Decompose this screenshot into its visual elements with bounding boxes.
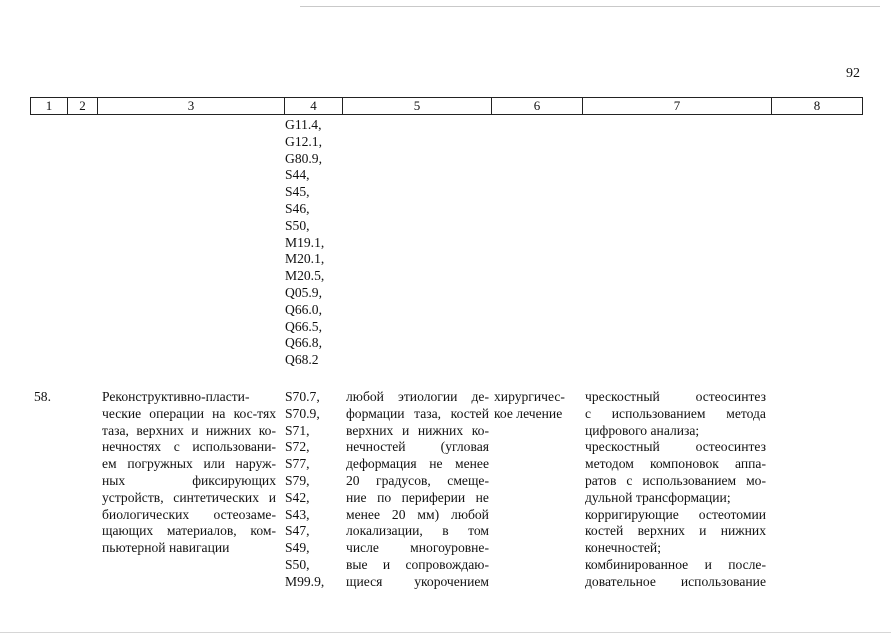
method-line: костей верхних и нижних bbox=[585, 523, 766, 539]
method-line: чрескостный остеосинтез bbox=[585, 389, 766, 404]
name-line: щающих материалов, ком- bbox=[102, 523, 276, 539]
code: S49, bbox=[285, 540, 310, 556]
code: Q68.2 bbox=[285, 352, 319, 368]
model-line: числе многоуровне- bbox=[346, 540, 489, 556]
code: M19.1, bbox=[285, 234, 325, 250]
code: M99.9, bbox=[285, 573, 325, 589]
name-line: ем погружных или наруж- bbox=[102, 456, 276, 472]
row-number: 58. bbox=[34, 389, 51, 404]
model-line: вые и сопровождаю- bbox=[346, 556, 489, 572]
code: S71, bbox=[285, 422, 310, 438]
code: S70.7, bbox=[285, 389, 320, 404]
model-line: менее 20 мм) любой bbox=[346, 506, 489, 522]
row-model-cell bbox=[346, 389, 489, 591]
treatment-line: хирургичес- bbox=[494, 389, 565, 404]
name-line: ческие операции на кос-тях bbox=[102, 405, 276, 421]
model-line: любой этиологии де- bbox=[346, 389, 489, 404]
header-col-4: 4 bbox=[284, 97, 342, 115]
code: S44, bbox=[285, 167, 310, 183]
scan-edge-bottom bbox=[0, 632, 891, 633]
code: S70.9, bbox=[285, 405, 320, 421]
code: G80.9, bbox=[285, 150, 323, 166]
code: S45, bbox=[285, 184, 310, 200]
code: S79, bbox=[285, 472, 310, 488]
page-number: 92 bbox=[846, 66, 860, 81]
method-line: чрескостный остеосинтез bbox=[585, 439, 766, 455]
code: S47, bbox=[285, 523, 310, 539]
code: Q66.5, bbox=[285, 318, 323, 334]
name-line: устройств, синтетических и bbox=[102, 489, 276, 505]
method-line: цифрового анализа; bbox=[585, 422, 700, 438]
name-line: Реконструктивно-пласти- bbox=[102, 389, 250, 404]
name-line: таза, верхних и нижних ко- bbox=[102, 422, 276, 438]
code: G11.4, bbox=[285, 117, 322, 132]
name-line: ных фиксирующих bbox=[102, 472, 276, 488]
header-col-1: 1 bbox=[30, 97, 67, 115]
code: S42, bbox=[285, 489, 310, 505]
row-method-cell bbox=[585, 389, 766, 591]
code: S46, bbox=[285, 200, 310, 216]
scan-edge-top bbox=[300, 6, 880, 7]
model-line: нечностей (угловая bbox=[346, 439, 489, 455]
name-line: пьютерной навигации bbox=[102, 540, 230, 556]
method-line: ратов с использованием мо- bbox=[585, 472, 766, 488]
table-header-row bbox=[30, 97, 862, 115]
model-line: щиеся укорочением bbox=[346, 573, 489, 589]
code: M20.5, bbox=[285, 268, 325, 284]
row-name-cell bbox=[102, 389, 276, 557]
model-line: 20 градусов, смеще- bbox=[346, 472, 489, 488]
header-col-5: 5 bbox=[342, 97, 491, 115]
header-col-8: 8 bbox=[771, 97, 863, 115]
model-line: формации таза, костей bbox=[346, 405, 489, 421]
model-line: верхних и нижних ко- bbox=[346, 422, 489, 438]
treatment-line: кое лечение bbox=[494, 405, 563, 421]
code: S77, bbox=[285, 456, 310, 472]
code: Q66.0, bbox=[285, 301, 323, 317]
code: Q66.8, bbox=[285, 335, 323, 351]
name-line: нечностях с использовани- bbox=[102, 439, 276, 455]
header-col-3: 3 bbox=[97, 97, 284, 115]
header-col-2: 2 bbox=[67, 97, 97, 115]
codes-continued bbox=[285, 117, 324, 369]
method-line: конечностей; bbox=[585, 540, 661, 556]
method-line: довательное использование bbox=[585, 573, 766, 589]
code: S50, bbox=[285, 556, 310, 572]
code: G12.1, bbox=[285, 133, 323, 149]
header-col-6: 6 bbox=[491, 97, 582, 115]
code: S72, bbox=[285, 439, 310, 455]
name-line: биологических остеозаме- bbox=[102, 506, 276, 522]
code: S50, bbox=[285, 217, 310, 233]
model-line: локализации, в том bbox=[346, 523, 489, 539]
code: M20.1, bbox=[285, 251, 325, 267]
model-line: ние по периферии не bbox=[346, 489, 489, 505]
code: S43, bbox=[285, 506, 310, 522]
row-treatment-cell bbox=[494, 389, 574, 423]
method-line: корригирующие остеотомии bbox=[585, 506, 766, 522]
code: Q05.9, bbox=[285, 284, 323, 300]
method-line: комбинированное и после- bbox=[585, 556, 766, 572]
header-col-7: 7 bbox=[582, 97, 771, 115]
model-line: деформация не менее bbox=[346, 456, 489, 472]
method-line: с использованием метода bbox=[585, 405, 766, 421]
method-line: дульной трансформации; bbox=[585, 489, 731, 505]
method-line: методом компоновок аппа- bbox=[585, 456, 766, 472]
row-codes-cell bbox=[285, 389, 341, 591]
